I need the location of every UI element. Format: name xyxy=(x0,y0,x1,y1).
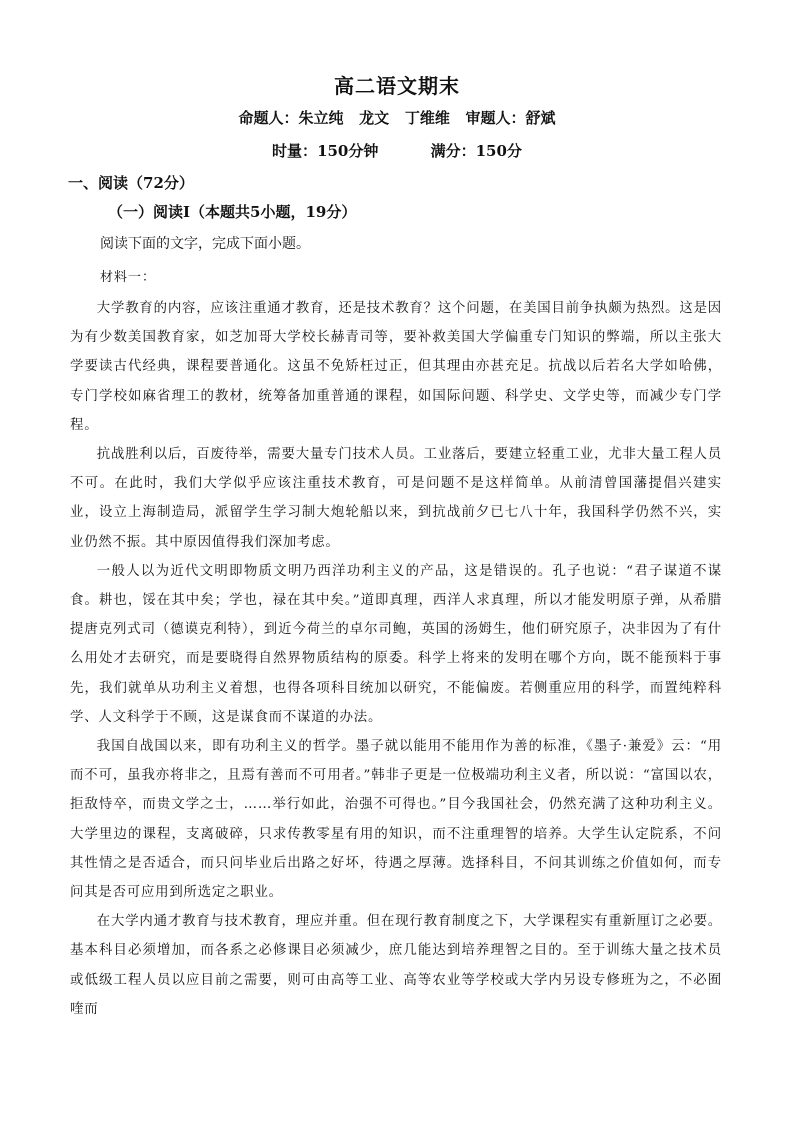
subsection-heading: （一）阅读Ⅰ（本题共5小题，19分） xyxy=(108,203,357,221)
reviewer-label: 审题人： xyxy=(465,109,526,127)
passage-paragraph: 我国自战国以来，即有功利主义的哲学。墨子就以能用不能用作为善的标准，《墨子·兼爱》云：“用而不可，虽我亦将非之，且焉有善而不可用者。”韩非子更是一位极端功利主义者，所以说：“富国以农，拒敌恃卒，而贵文学之士，……举行如此，治强不可得也。”目今我国社会，仍然充满了这种功利主义。大学里边的课程，支离破碎，只求传教零星有用的知识，而不注重理智的培养。大学生认定院系，不问其性情之是否适合，而只问毕业后出路之好坏，待遇之厚薄。选择科目，不问其训练之价值如何，而专问其是否可应用到所选定之职业。 xyxy=(70,739,722,901)
exam-title: 高二语文期末 xyxy=(334,74,460,98)
passage-paragraph: 大学教育的内容，应该注重通才教育，还是技术教育？这个问题，在美国目前争执颇为热烈。这是因为有少数美国教育家，如芝加哥大学校长赫青司等，要补救美国大学偏重专门知识的弊端，所以主张大学要读古代经典，课程要普通化。这虽不免矫枉过正，但其理由亦甚充足。抗战以后若名大学如哈佛，专门学校如麻省理工的教材，统筹备加重普通的课程，如国际问题、科学史、文学史等，而减少专门学程。 xyxy=(70,301,722,433)
passage-paragraph: 一般人以为近代文明即物质文明乃西洋功利主义的产品，这是错误的。孔子也说：“君子谋道不谋食。耕也，馁在其中矣；学也，禄在其中矣。”道即真理，西洋人求真理，所以才能发明原子弹，从希腊提唐克列式司（德谟克利特），到近今荷兰的卓尔司鲍，英国的汤姆生，他们研究原子，决非因为了有什么用处才去研究，而是要晓得自然界物质结构的原委。科学上将来的发明在哪个方向，既不能预料于事先，我们就单从功利主义着想，也得各项科目统加以研究，不能偏废。若侧重应用的科学，而置纯粹科学、人文科学于不顾，这是谋食而不谋道的办法。 xyxy=(70,563,722,725)
setters-label: 命题人： xyxy=(238,109,299,127)
score-label: 满分： xyxy=(430,142,476,160)
reviewer-name: 舒斌 xyxy=(525,109,556,127)
section-heading: 一、阅读（72分） xyxy=(68,174,194,192)
passage-paragraph: 在大学内通才教育与技术教育，理应并重。但在现行教育制度之下，大学课程实有重新厘订之必要。基本科目必须增加，而各系之必修课目必须减少，庶几能达到培养理智之目的。至于训练大量之技术员或低级工程人员以应目前之需要，则可由高等工业、高等农业等学校或大学内另设专修班为之，不必囿喹而 xyxy=(70,914,722,1017)
timing-line xyxy=(0,140,794,161)
time-value: 150分钟 xyxy=(317,142,379,160)
reading-instruction: 阅读下面的文字，完成下面小题。 xyxy=(100,236,310,252)
material-label: 材料一： xyxy=(100,270,157,285)
passage-paragraph: 抗战胜利以后，百废待举，需要大量专门技术人员。工业落后，要建立轻重工业，尤非大量工程人员不可。在此时，我们大学似乎应该注重技术教育，可是问题不是这样简单。从前清曾国藩提倡兴建实业，设立上海制造局，派留学生学习制大炮轮船以来，到抗战前夕已七八十年，我国科学仍然不兴，实业仍然不振。其中原因值得我们深加考虑。 xyxy=(70,447,722,550)
score-value: 150分 xyxy=(475,142,522,160)
setters-line xyxy=(0,107,794,128)
passage-body xyxy=(70,294,722,1024)
setter-name: 龙文 xyxy=(359,109,390,127)
setter-name: 朱立纯 xyxy=(298,109,344,127)
time-label: 时量： xyxy=(272,142,318,160)
setter-name: 丁维维 xyxy=(404,109,450,127)
